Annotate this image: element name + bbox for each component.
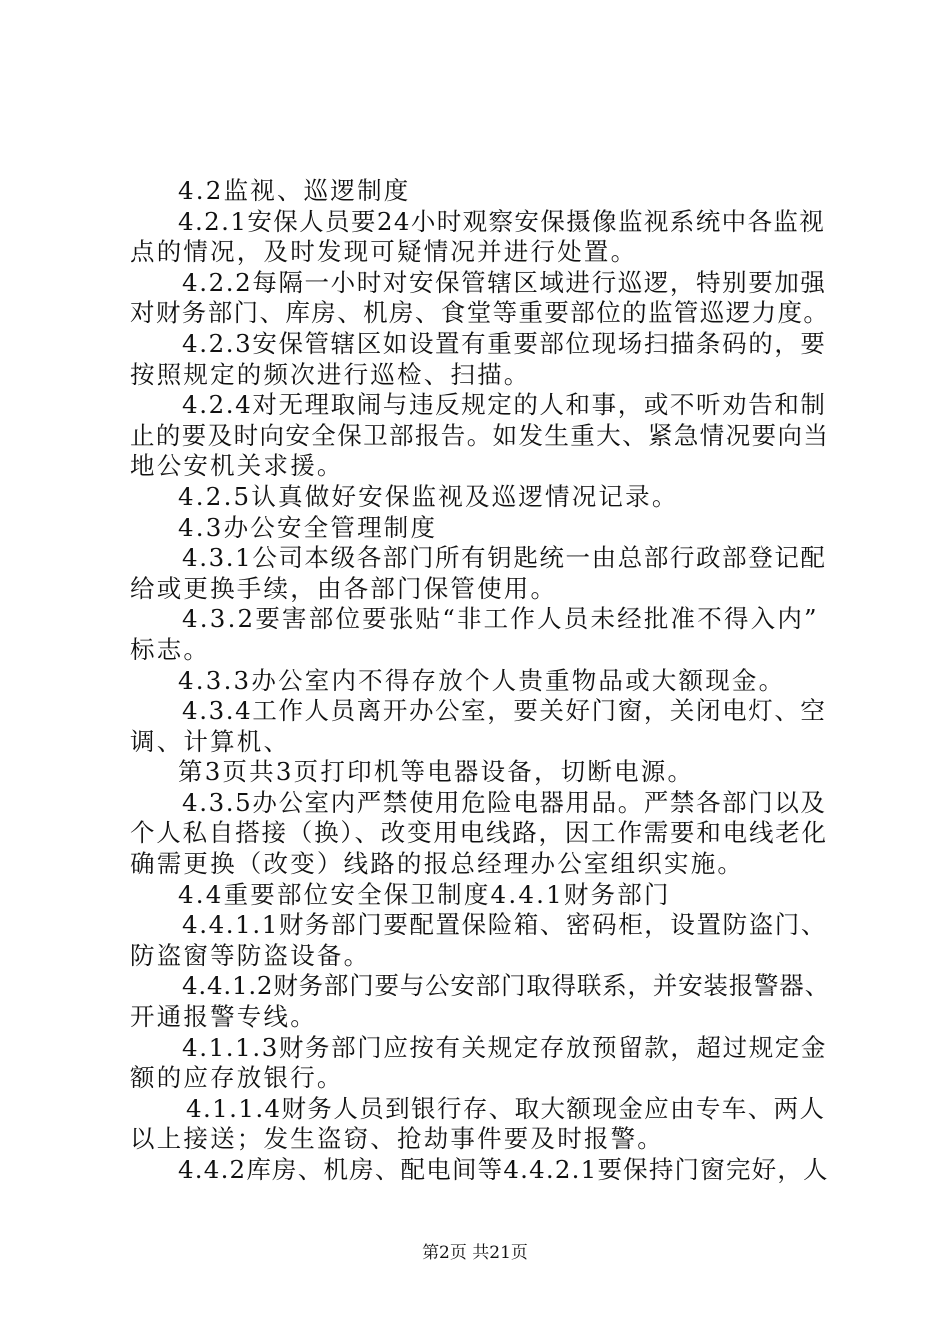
text-line: 开通报警专线。: [130, 1002, 317, 1032]
document-body: [130, 176, 830, 1186]
text-line: 4.1.1.4财务人员到银行存、取大额现金应由专车、两人: [186, 1093, 826, 1123]
text-line: 4.2.5认真做好安保监视及巡逻情况记录。: [178, 481, 679, 511]
text-line: 4.3.5办公室内严禁使用危险电器用品。严禁各部门以及: [182, 787, 827, 817]
text-line: 4.3办公安全管理制度: [178, 512, 438, 542]
text-line: 4.3.1公司本级各部门所有钥匙统一由总部行政部登记配: [182, 543, 827, 573]
text-line: 点的情况，及时发现可疑情况并进行处置。: [130, 237, 638, 267]
text-line: 额的应存放银行。: [130, 1063, 344, 1093]
text-line: 个人私自搭接（换）、改变用电线路，因工作需要和电线老化: [130, 818, 828, 848]
text-line: 确需更换（改变）线路的报总经理办公室组织实施。: [130, 849, 745, 879]
text-line: 第3页共3页打印机等电器设备，切断电源。: [178, 757, 695, 787]
text-line: 4.2.1安保人员要24小时观察安保摄像监视系统中各监视: [178, 206, 826, 236]
text-line: 给或更换手续，由各部门保管使用。: [130, 573, 558, 603]
text-line: 4.4.2库房、机房、配电间等4.4.2.1要保持门窗完好，人: [178, 1155, 829, 1184]
text-line: 4.4.1.1财务部门要配置保险箱、密码柜，设置防盗门、: [182, 910, 828, 940]
text-line: 防盗窗等防盗设备。: [130, 940, 371, 970]
text-line: 对财务部门、库房、机房、食堂等重要部位的监管巡逻力度。: [130, 298, 830, 328]
page-number-footer: 第2页 共21页: [422, 1243, 528, 1263]
text-line: 4.2监视、巡逻制度: [178, 176, 411, 205]
text-line: 4.2.2每隔一小时对安保管辖区域进行巡逻，特别要加强: [182, 267, 827, 297]
text-line: 4.4.1.2财务部门要与公安部门取得联系，并安装报警器、: [182, 971, 830, 1001]
text-line: 地公安机关求援。: [130, 451, 344, 481]
text-line: 按照规定的频次进行巡检、扫描。: [130, 359, 531, 389]
text-line: 4.1.1.3财务部门应按有关规定存放预留款，超过规定金: [182, 1032, 828, 1062]
text-line: 4.3.3办公室内不得存放个人贵重物品或大额现金。: [178, 665, 786, 695]
text-line: 4.2.4对无理取闹与违反规定的人和事，或不听劝告和制: [182, 390, 827, 420]
text-line: 4.3.4工作人员离开办公室，要关好门窗，关闭电灯、空: [182, 696, 827, 726]
text-line: 以上接送；发生盗窃、抢劫事件要及时报警。: [130, 1124, 664, 1154]
text-line: 止的要及时向安全保卫部报告。如发生重大、紧急情况要向当: [130, 420, 830, 450]
text-line: 4.4重要部位安全保卫制度4.4.1财务部门: [178, 879, 671, 909]
text-line: 标志。: [130, 634, 211, 664]
text-line: 4.3.2要害部位要张贴“非工作人员未经批准不得入内”: [182, 604, 819, 634]
text-line: 4.2.3安保管辖区如设置有重要部位现场扫描条码的，要: [182, 328, 827, 358]
text-line: 调、计算机、: [130, 726, 291, 756]
